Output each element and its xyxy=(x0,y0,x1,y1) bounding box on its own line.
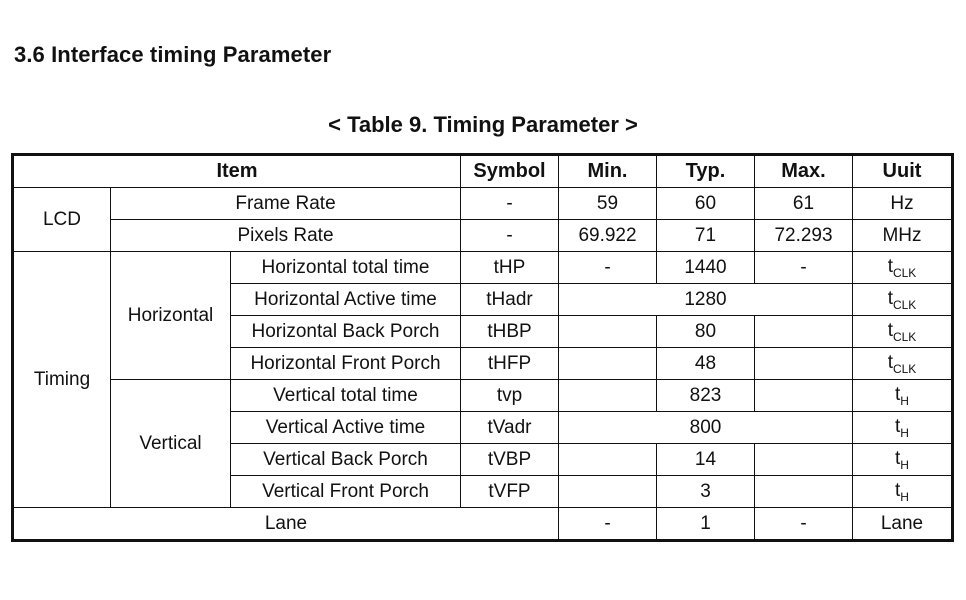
table-row xyxy=(13,188,953,220)
typ-cell: 71 xyxy=(657,220,755,252)
unit-cell xyxy=(853,252,953,284)
item-cell: Horizontal Front Porch xyxy=(231,348,461,380)
unit-base: t xyxy=(895,383,901,405)
table-row xyxy=(13,252,953,284)
unit-cell xyxy=(853,380,953,412)
item-cell: Frame Rate xyxy=(111,188,461,220)
unit-base: t xyxy=(887,319,893,341)
typ-cell: 1 xyxy=(657,508,755,541)
group-vertical: Vertical xyxy=(111,380,231,508)
max-cell xyxy=(755,348,853,380)
symbol-cell: tVadr xyxy=(461,412,559,444)
item-cell: Pixels Rate xyxy=(111,220,461,252)
unit-subscript: CLK xyxy=(892,329,917,344)
max-cell: 72.293 xyxy=(755,220,853,252)
header-min: Min. xyxy=(559,155,657,188)
unit-subscript: H xyxy=(900,489,909,504)
typ-cell: 14 xyxy=(657,444,755,476)
unit-base: t xyxy=(895,447,901,469)
table-row xyxy=(13,380,953,412)
unit-cell: Lane xyxy=(853,508,953,541)
item-cell: Vertical Front Porch xyxy=(231,476,461,508)
unit-cell xyxy=(853,412,953,444)
group-timing: Timing xyxy=(13,252,111,508)
group-lcd: LCD xyxy=(13,188,111,252)
min-cell xyxy=(559,380,657,412)
symbol-cell: tHadr xyxy=(461,284,559,316)
symbol-cell: - xyxy=(461,220,559,252)
table-row xyxy=(13,508,953,541)
min-cell xyxy=(559,348,657,380)
section-title: 3.6 Interface timing Parameter xyxy=(14,42,332,67)
unit-subscript: CLK xyxy=(892,265,917,280)
symbol-cell: tHFP xyxy=(461,348,559,380)
unit-cell xyxy=(853,284,953,316)
max-cell xyxy=(755,380,853,412)
unit-cell xyxy=(853,444,953,476)
item-cell: Horizontal Back Porch xyxy=(231,316,461,348)
symbol-cell: tvp xyxy=(461,380,559,412)
unit-subscript: CLK xyxy=(892,297,917,312)
max-cell xyxy=(755,476,853,508)
symbol-cell: tHP xyxy=(461,252,559,284)
unit-base: t xyxy=(895,479,901,501)
unit-cell xyxy=(853,476,953,508)
typ-cell: 48 xyxy=(657,348,755,380)
item-cell: Vertical Active time xyxy=(231,412,461,444)
header-unit: Uuit xyxy=(853,155,953,188)
item-cell: Vertical total time xyxy=(231,380,461,412)
symbol-cell: tHBP xyxy=(461,316,559,348)
min-cell xyxy=(559,316,657,348)
min-cell xyxy=(559,476,657,508)
timing-parameter-table xyxy=(11,153,954,542)
unit-base: t xyxy=(887,255,893,277)
max-cell xyxy=(755,316,853,348)
unit-base: t xyxy=(887,351,893,373)
unit-subscript: CLK xyxy=(892,361,917,376)
unit-cell: MHz xyxy=(853,220,953,252)
value-cell: 800 xyxy=(559,412,853,444)
typ-cell: 823 xyxy=(657,380,755,412)
typ-cell: 60 xyxy=(657,188,755,220)
header-symbol: Symbol xyxy=(461,155,559,188)
max-cell: - xyxy=(755,508,853,541)
typ-cell: 1440 xyxy=(657,252,755,284)
unit-subscript: H xyxy=(900,425,909,440)
unit-cell: Hz xyxy=(853,188,953,220)
min-cell: 69.922 xyxy=(559,220,657,252)
item-cell: Horizontal total time xyxy=(231,252,461,284)
max-cell: 61 xyxy=(755,188,853,220)
min-cell: - xyxy=(559,508,657,541)
header-typ: Typ. xyxy=(657,155,755,188)
header-max: Max. xyxy=(755,155,853,188)
symbol-cell: tVBP xyxy=(461,444,559,476)
min-cell: - xyxy=(559,252,657,284)
min-cell xyxy=(559,444,657,476)
max-cell: - xyxy=(755,252,853,284)
header-row xyxy=(13,155,953,188)
typ-cell: 3 xyxy=(657,476,755,508)
value-cell: 1280 xyxy=(559,284,853,316)
unit-base: t xyxy=(887,287,893,309)
table-caption: < Table 9. Timing Parameter > xyxy=(328,112,638,137)
item-cell: Horizontal Active time xyxy=(231,284,461,316)
unit-subscript: H xyxy=(900,457,909,472)
unit-cell xyxy=(853,316,953,348)
min-cell: 59 xyxy=(559,188,657,220)
typ-cell: 80 xyxy=(657,316,755,348)
unit-base: t xyxy=(895,415,901,437)
item-cell: Lane xyxy=(13,508,559,541)
symbol-cell: tVFP xyxy=(461,476,559,508)
item-cell: Vertical Back Porch xyxy=(231,444,461,476)
table-row xyxy=(13,220,953,252)
unit-cell xyxy=(853,348,953,380)
max-cell xyxy=(755,444,853,476)
header-item: Item xyxy=(13,155,461,188)
group-horizontal: Horizontal xyxy=(111,252,231,380)
unit-subscript: H xyxy=(900,393,909,408)
symbol-cell: - xyxy=(461,188,559,220)
